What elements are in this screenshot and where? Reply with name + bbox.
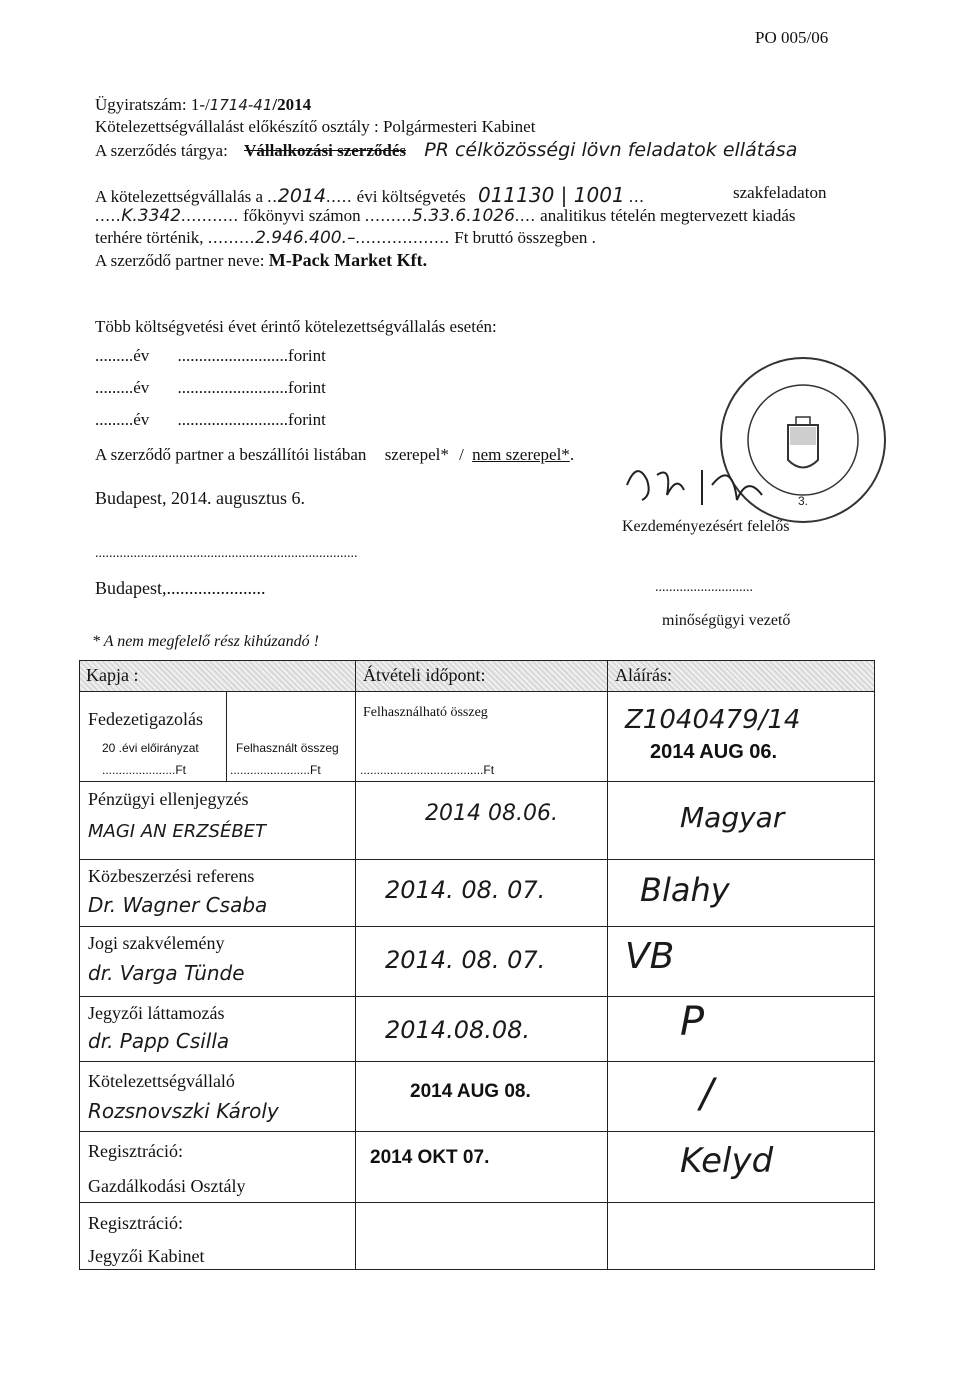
header-signature: Aláírás: [615, 665, 672, 685]
row-label-legal-opinion: Jogi szakvélemény [88, 933, 225, 953]
row-label-department: Gazdálkodási Osztály [88, 1176, 246, 1196]
row-name-handwritten: dr. Varga Tünde [88, 961, 245, 985]
footnote: * A nem megfelelő rész kihúzandó ! [92, 633, 319, 650]
commitment-prefix: A kötelezettségvállalás a [95, 187, 264, 206]
commitment-year: 2014 [277, 185, 327, 207]
row-label-financial-countersign: Pénzügyi ellenjegyzés [88, 789, 249, 809]
year-field: .........év [95, 410, 150, 429]
row-label-committer: Kötelezettségvállaló [88, 1071, 235, 1091]
row-sub-used: Felhasznált összeg [236, 741, 339, 755]
form-code: PO 005/06 [755, 28, 829, 47]
row-date-handwritten: 2014. 08. 07. [385, 876, 546, 904]
supplier-end: . [569, 445, 575, 464]
partner-label: A szerződő partner neve: [95, 251, 265, 270]
routing-table [79, 660, 875, 1270]
ledger-mid: főkönyvi számon [243, 206, 361, 225]
place-date: Budapest, 2014. augusztus 6. [95, 488, 305, 508]
subject-label: A szerződés tárgya: [95, 141, 228, 160]
commitment-suffix: szakfeladaton [733, 183, 827, 202]
quality-dots: ............................ [655, 580, 753, 595]
row-sub-appropriation: 20 .évi előirányzat [102, 741, 199, 755]
row-name-handwritten: dr. Papp Csilla [88, 1029, 230, 1053]
row-label-notary-review: Jegyzői láttamozás [88, 1003, 225, 1023]
subject-struck: Vállalkozási szerződés [244, 141, 407, 160]
row-signature-handwritten: P [680, 999, 705, 1045]
charge-prefix: terhére történik, [95, 228, 204, 247]
row-available-amount: Felhasználható összeg [363, 705, 488, 720]
quality-label: minőségügyi vezető [662, 612, 791, 629]
row-label-department: Jegyzői Kabinet [88, 1246, 205, 1266]
commitment-code: 011130 | 1001 [477, 183, 625, 207]
place-second: Budapest,...................... [95, 578, 266, 598]
row-name-handwritten: MAGI AN ERZSÉBET [88, 821, 267, 842]
subject-row [95, 139, 797, 161]
file-number-year: /2014 [272, 95, 312, 114]
subject-handwritten: PR célközösségi lövn feladatok ellátása [424, 139, 798, 161]
multi-year-row-3 [95, 410, 326, 430]
file-number-row [95, 95, 311, 115]
row-label-registration: Regisztráció: [88, 1213, 183, 1233]
row-signature-handwritten: Kelyd [680, 1141, 774, 1181]
preparer-value: Polgármesteri Kabinet [382, 117, 536, 136]
header-receipt-time: Átvételi időpont: [363, 665, 486, 685]
row-signature-handwritten: / [700, 1071, 714, 1117]
preparer-row [95, 117, 535, 137]
row-date-stamp: 2014 OKT 07. [370, 1147, 490, 1168]
multi-year-title: Több költségvetési évet érintő kötelezettségvállalás esetén: [95, 317, 497, 336]
amount-field: ..........................forint [177, 346, 326, 365]
amount-field: ..........................forint [177, 378, 326, 397]
charge-row: terhére történik, .........2.946.400.–.................. Ft bruttó összegben . [95, 228, 596, 248]
row-label-procurement: Közbeszerzési referens [88, 866, 255, 886]
header-recipient: Kapja : [86, 665, 139, 685]
partner-row [95, 250, 427, 271]
row-date-handwritten: 2014. 08. 07. [385, 946, 546, 974]
supplier-option-listed: szerepel* [384, 445, 449, 464]
file-number-handwritten: 1714-41 [209, 96, 273, 114]
supplier-separator: / [459, 445, 464, 464]
file-number-label: Ügyiratszám: 1-/ [95, 95, 210, 114]
initiator-signature-icon [622, 455, 772, 519]
year-field: .........év [95, 378, 150, 397]
signature-line: ........................................................................... [95, 546, 358, 561]
analytic-suffix: analitikus tételén megtervezett kiadás [540, 206, 796, 225]
row-ft-2: ........................Ft [230, 763, 321, 777]
supplier-label: A szerződő partner a beszállítói listában [95, 445, 367, 464]
partner-value: M-Pack Market Kft. [268, 250, 428, 270]
row-label-coverage: Fedezetigazolás [88, 709, 203, 729]
charge-amount: 2.946.400.– [255, 228, 356, 248]
row-name-handwritten: Rozsnovszki Károly [88, 1099, 279, 1123]
row-label-registration: Regisztráció: [88, 1141, 183, 1161]
row-date-stamp: 2014 AUG 08. [410, 1081, 531, 1102]
stamp-number: 3. [797, 494, 809, 508]
row-ft-1: ......................Ft [102, 763, 187, 777]
multi-year-row-1 [95, 346, 326, 366]
commitment-row: A kötelezettségvállalás a ..2014..... évi költségvetés 011130 | 1001 ... [95, 183, 645, 207]
row-receipt-stamp: 2014 AUG 06. [650, 741, 778, 763]
row-ft-3: .....................................Ft [360, 763, 495, 777]
row-name-handwritten: Dr. Wagner Csaba [88, 893, 268, 917]
row-signature-handwritten: VB [625, 936, 675, 977]
commitment-mid: évi költségvetés [356, 187, 466, 206]
row-date-handwritten: 2014 08.06. [425, 801, 558, 826]
initiator-label: Kezdeményezésért felelős [622, 518, 790, 535]
ledger-row: .....K.3342........... főkönyvi számon .........5.33.6.1026.... analitikus tételén megtervezett kiadás [95, 206, 796, 226]
row-signature-handwritten: Blahy [640, 871, 730, 909]
row-registration-number: Z1040479/14 [625, 705, 801, 735]
multi-year-row-2 [95, 378, 326, 398]
ledger-number: K.3342 [121, 206, 182, 226]
row-signature-handwritten: Magyar [680, 801, 785, 834]
year-field: .........év [95, 346, 150, 365]
row-date-handwritten: 2014.08.08. [385, 1016, 531, 1044]
analytic-number: 5.33.6.1026 [412, 206, 515, 226]
charge-suffix: Ft bruttó összegben . [454, 228, 596, 247]
supplier-option-not-listed: nem szerepel* [472, 445, 570, 464]
preparer-label: Kötelezettségvállalást előkészítő osztály : [95, 117, 379, 136]
supplier-row [95, 445, 574, 465]
amount-field: ..........................forint [177, 410, 326, 429]
